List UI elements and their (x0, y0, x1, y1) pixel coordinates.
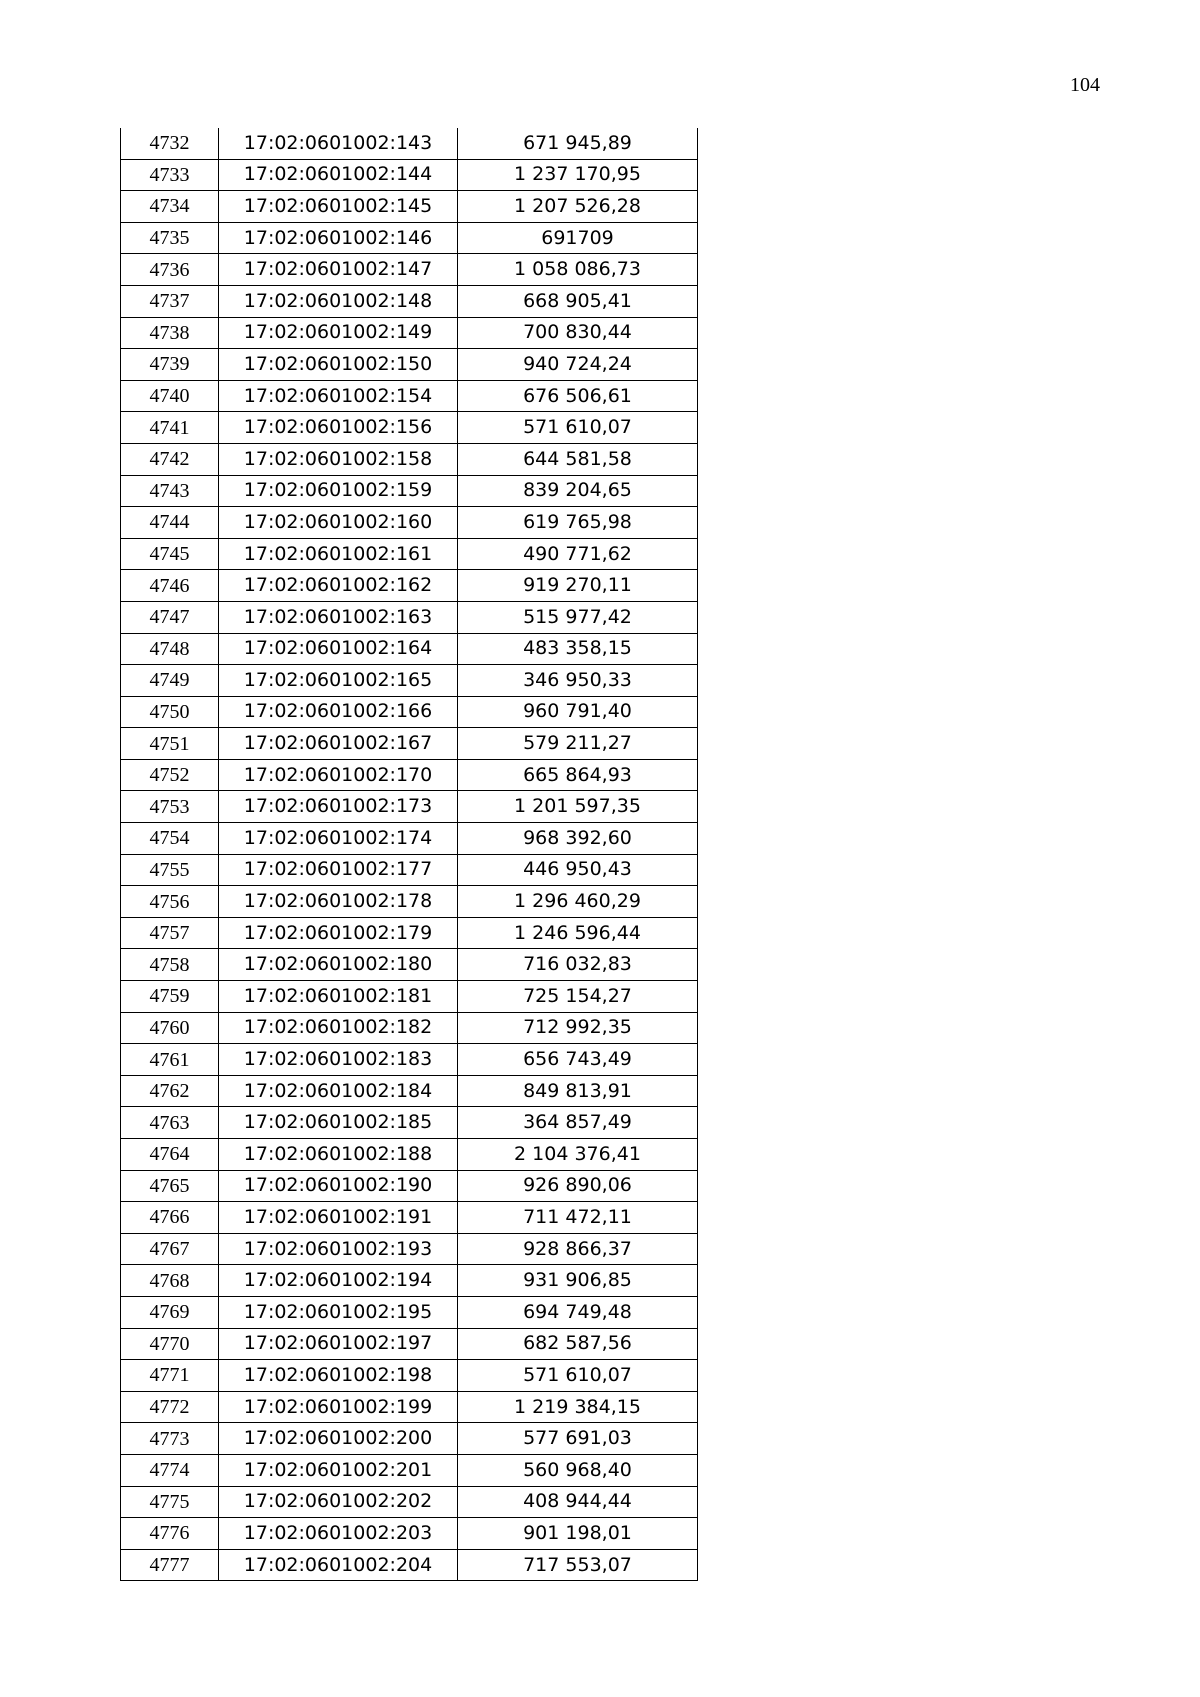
cadastral-number-cell: 17:02:0601002:158 (219, 443, 458, 475)
cadastral-value-cell: 1 058 086,73 (458, 254, 698, 286)
row-number-cell: 4752 (121, 759, 219, 791)
table-row (121, 1170, 698, 1202)
page-number: 104 (1070, 74, 1100, 96)
row-number-cell: 4770 (121, 1328, 219, 1360)
cadastral-number-cell: 17:02:0601002:149 (219, 317, 458, 349)
table-body (121, 128, 698, 1581)
cadastral-value-cell: 931 906,85 (458, 1265, 698, 1297)
cadastral-value-cell: 364 857,49 (458, 1107, 698, 1139)
table-row (121, 728, 698, 760)
cadastral-value-cell: 490 771,62 (458, 538, 698, 570)
cadastral-value-cell: 579 211,27 (458, 728, 698, 760)
row-number-cell: 4747 (121, 601, 219, 633)
table-row (121, 254, 698, 286)
table-row (121, 507, 698, 539)
row-number-cell: 4748 (121, 633, 219, 665)
table-row (121, 791, 698, 823)
row-number-cell: 4737 (121, 285, 219, 317)
cadastral-value-cell: 1 246 596,44 (458, 917, 698, 949)
cadastral-value-cell: 515 977,42 (458, 601, 698, 633)
cadastral-value-cell: 1 219 384,15 (458, 1391, 698, 1423)
cadastral-value-cell: 446 950,43 (458, 854, 698, 886)
cadastral-value-cell: 668 905,41 (458, 285, 698, 317)
cadastral-value-cell: 694 749,48 (458, 1296, 698, 1328)
cadastral-number-cell: 17:02:0601002:165 (219, 665, 458, 697)
cadastral-number-cell: 17:02:0601002:161 (219, 538, 458, 570)
cadastral-number-cell: 17:02:0601002:150 (219, 349, 458, 381)
cadastral-number-cell: 17:02:0601002:147 (219, 254, 458, 286)
row-number-cell: 4732 (121, 128, 219, 159)
table-row (121, 475, 698, 507)
cadastral-number-cell: 17:02:0601002:199 (219, 1391, 458, 1423)
cadastral-value-cell: 839 204,65 (458, 475, 698, 507)
cadastral-value-cell: 682 587,56 (458, 1328, 698, 1360)
row-number-cell: 4761 (121, 1044, 219, 1076)
row-number-cell: 4776 (121, 1518, 219, 1550)
row-number-cell: 4735 (121, 222, 219, 254)
cadastral-value-cell: 1 201 597,35 (458, 791, 698, 823)
cadastral-number-cell: 17:02:0601002:191 (219, 1202, 458, 1234)
cadastral-number-cell: 17:02:0601002:174 (219, 823, 458, 855)
row-number-cell: 4773 (121, 1423, 219, 1455)
cadastral-value-cell: 717 553,07 (458, 1549, 698, 1581)
cadastral-value-cell: 725 154,27 (458, 981, 698, 1013)
cadastral-value-cell: 928 866,37 (458, 1233, 698, 1265)
cadastral-value-cell: 919 270,11 (458, 570, 698, 602)
cadastral-number-cell: 17:02:0601002:177 (219, 854, 458, 886)
cadastral-number-cell: 17:02:0601002:154 (219, 380, 458, 412)
row-number-cell: 4736 (121, 254, 219, 286)
cadastral-number-cell: 17:02:0601002:183 (219, 1044, 458, 1076)
cadastral-value-cell: 671 945,89 (458, 128, 698, 159)
cadastral-value-cell: 656 743,49 (458, 1044, 698, 1076)
row-number-cell: 4769 (121, 1296, 219, 1328)
cadastral-value-cell: 960 791,40 (458, 696, 698, 728)
table-row (121, 823, 698, 855)
table-row (121, 1107, 698, 1139)
cadastral-value-cell: 665 864,93 (458, 759, 698, 791)
cadastral-value-cell: 901 198,01 (458, 1518, 698, 1550)
cadastral-number-cell: 17:02:0601002:202 (219, 1486, 458, 1518)
row-number-cell: 4772 (121, 1391, 219, 1423)
table-row (121, 665, 698, 697)
table-row (121, 696, 698, 728)
table-row (121, 412, 698, 444)
table-row (121, 1296, 698, 1328)
cadastral-number-cell: 17:02:0601002:170 (219, 759, 458, 791)
table-row (121, 1549, 698, 1581)
table-row (121, 759, 698, 791)
table-row (121, 570, 698, 602)
row-number-cell: 4739 (121, 349, 219, 381)
table-row (121, 1012, 698, 1044)
cadastral-number-cell: 17:02:0601002:203 (219, 1518, 458, 1550)
table-row (121, 191, 698, 223)
cadastral-number-cell: 17:02:0601002:204 (219, 1549, 458, 1581)
row-number-cell: 4765 (121, 1170, 219, 1202)
cadastral-value-cell: 712 992,35 (458, 1012, 698, 1044)
cadastral-number-cell: 17:02:0601002:197 (219, 1328, 458, 1360)
cadastral-value-cell: 346 950,33 (458, 665, 698, 697)
table-row (121, 1391, 698, 1423)
cadastral-number-cell: 17:02:0601002:146 (219, 222, 458, 254)
cadastral-number-cell: 17:02:0601002:181 (219, 981, 458, 1013)
row-number-cell: 4774 (121, 1454, 219, 1486)
table-row (121, 981, 698, 1013)
cadastral-number-cell: 17:02:0601002:159 (219, 475, 458, 507)
table-row (121, 1360, 698, 1392)
cadastral-number-cell: 17:02:0601002:195 (219, 1296, 458, 1328)
cadastral-number-cell: 17:02:0601002:182 (219, 1012, 458, 1044)
cadastral-value-cell: 571 610,07 (458, 1360, 698, 1392)
row-number-cell: 4741 (121, 412, 219, 444)
table-row (121, 443, 698, 475)
cadastral-value-cell: 940 724,24 (458, 349, 698, 381)
row-number-cell: 4756 (121, 886, 219, 918)
row-number-cell: 4760 (121, 1012, 219, 1044)
table-row (121, 1518, 698, 1550)
cadastral-number-cell: 17:02:0601002:162 (219, 570, 458, 602)
table-row (121, 1202, 698, 1234)
row-number-cell: 4743 (121, 475, 219, 507)
row-number-cell: 4768 (121, 1265, 219, 1297)
row-number-cell: 4755 (121, 854, 219, 886)
cadastral-value-cell: 691709 (458, 222, 698, 254)
row-number-cell: 4763 (121, 1107, 219, 1139)
cadastral-number-cell: 17:02:0601002:180 (219, 949, 458, 981)
table-row (121, 633, 698, 665)
cadastral-number-cell: 17:02:0601002:184 (219, 1075, 458, 1107)
table-row (121, 349, 698, 381)
row-number-cell: 4758 (121, 949, 219, 981)
cadastral-number-cell: 17:02:0601002:178 (219, 886, 458, 918)
cadastral-value-cell: 849 813,91 (458, 1075, 698, 1107)
table-row (121, 886, 698, 918)
row-number-cell: 4733 (121, 159, 219, 191)
cadastral-number-cell: 17:02:0601002:193 (219, 1233, 458, 1265)
row-number-cell: 4749 (121, 665, 219, 697)
row-number-cell: 4759 (121, 981, 219, 1013)
table-row (121, 1454, 698, 1486)
cadastral-value-cell: 1 207 526,28 (458, 191, 698, 223)
table-row (121, 1139, 698, 1171)
cadastral-value-cell: 560 968,40 (458, 1454, 698, 1486)
row-number-cell: 4744 (121, 507, 219, 539)
row-number-cell: 4746 (121, 570, 219, 602)
row-number-cell: 4738 (121, 317, 219, 349)
cadastral-number-cell: 17:02:0601002:194 (219, 1265, 458, 1297)
row-number-cell: 4757 (121, 917, 219, 949)
cadastral-number-cell: 17:02:0601002:179 (219, 917, 458, 949)
cadastral-value-cell: 926 890,06 (458, 1170, 698, 1202)
row-number-cell: 4742 (121, 443, 219, 475)
table-row (121, 949, 698, 981)
cadastral-number-cell: 17:02:0601002:143 (219, 128, 458, 159)
cadastral-value-cell: 571 610,07 (458, 412, 698, 444)
row-number-cell: 4775 (121, 1486, 219, 1518)
cadastral-value-cell: 483 358,15 (458, 633, 698, 665)
table-row (121, 159, 698, 191)
cadastral-number-cell: 17:02:0601002:156 (219, 412, 458, 444)
cadastral-number-cell: 17:02:0601002:185 (219, 1107, 458, 1139)
row-number-cell: 4764 (121, 1139, 219, 1171)
table-row (121, 317, 698, 349)
cadastral-number-cell: 17:02:0601002:201 (219, 1454, 458, 1486)
cadastral-value-cell: 644 581,58 (458, 443, 698, 475)
row-number-cell: 4771 (121, 1360, 219, 1392)
cadastral-number-cell: 17:02:0601002:148 (219, 285, 458, 317)
cadastral-value-cell: 1 296 460,29 (458, 886, 698, 918)
table-row (121, 285, 698, 317)
table-row (121, 1486, 698, 1518)
table-row (121, 222, 698, 254)
cadastral-number-cell: 17:02:0601002:160 (219, 507, 458, 539)
cadastral-value-cell: 619 765,98 (458, 507, 698, 539)
cadastral-value-table (120, 128, 698, 1581)
cadastral-number-cell: 17:02:0601002:145 (219, 191, 458, 223)
cadastral-value-cell: 408 944,44 (458, 1486, 698, 1518)
row-number-cell: 4766 (121, 1202, 219, 1234)
cadastral-number-cell: 17:02:0601002:188 (219, 1139, 458, 1171)
cadastral-number-cell: 17:02:0601002:166 (219, 696, 458, 728)
cadastral-number-cell: 17:02:0601002:198 (219, 1360, 458, 1392)
cadastral-number-cell: 17:02:0601002:163 (219, 601, 458, 633)
row-number-cell: 4734 (121, 191, 219, 223)
cadastral-value-cell: 711 472,11 (458, 1202, 698, 1234)
table-row (121, 1328, 698, 1360)
row-number-cell: 4777 (121, 1549, 219, 1581)
cadastral-value-cell: 1 237 170,95 (458, 159, 698, 191)
table-row (121, 917, 698, 949)
cadastral-value-cell: 577 691,03 (458, 1423, 698, 1455)
row-number-cell: 4754 (121, 823, 219, 855)
cadastral-value-cell: 716 032,83 (458, 949, 698, 981)
row-number-cell: 4740 (121, 380, 219, 412)
cadastral-number-cell: 17:02:0601002:190 (219, 1170, 458, 1202)
cadastral-value-cell: 676 506,61 (458, 380, 698, 412)
table-row (121, 1075, 698, 1107)
table-row (121, 1044, 698, 1076)
table-row (121, 1423, 698, 1455)
row-number-cell: 4767 (121, 1233, 219, 1265)
table-row (121, 128, 698, 159)
table-row (121, 1265, 698, 1297)
row-number-cell: 4753 (121, 791, 219, 823)
table-row (121, 538, 698, 570)
table-row (121, 601, 698, 633)
table-row (121, 380, 698, 412)
cadastral-value-cell: 700 830,44 (458, 317, 698, 349)
cadastral-number-cell: 17:02:0601002:164 (219, 633, 458, 665)
row-number-cell: 4762 (121, 1075, 219, 1107)
cadastral-number-cell: 17:02:0601002:200 (219, 1423, 458, 1455)
table-row (121, 1233, 698, 1265)
cadastral-number-cell: 17:02:0601002:144 (219, 159, 458, 191)
cadastral-number-cell: 17:02:0601002:173 (219, 791, 458, 823)
table-row (121, 854, 698, 886)
cadastral-value-cell: 968 392,60 (458, 823, 698, 855)
row-number-cell: 4750 (121, 696, 219, 728)
row-number-cell: 4751 (121, 728, 219, 760)
cadastral-value-cell: 2 104 376,41 (458, 1139, 698, 1171)
row-number-cell: 4745 (121, 538, 219, 570)
cadastral-number-cell: 17:02:0601002:167 (219, 728, 458, 760)
